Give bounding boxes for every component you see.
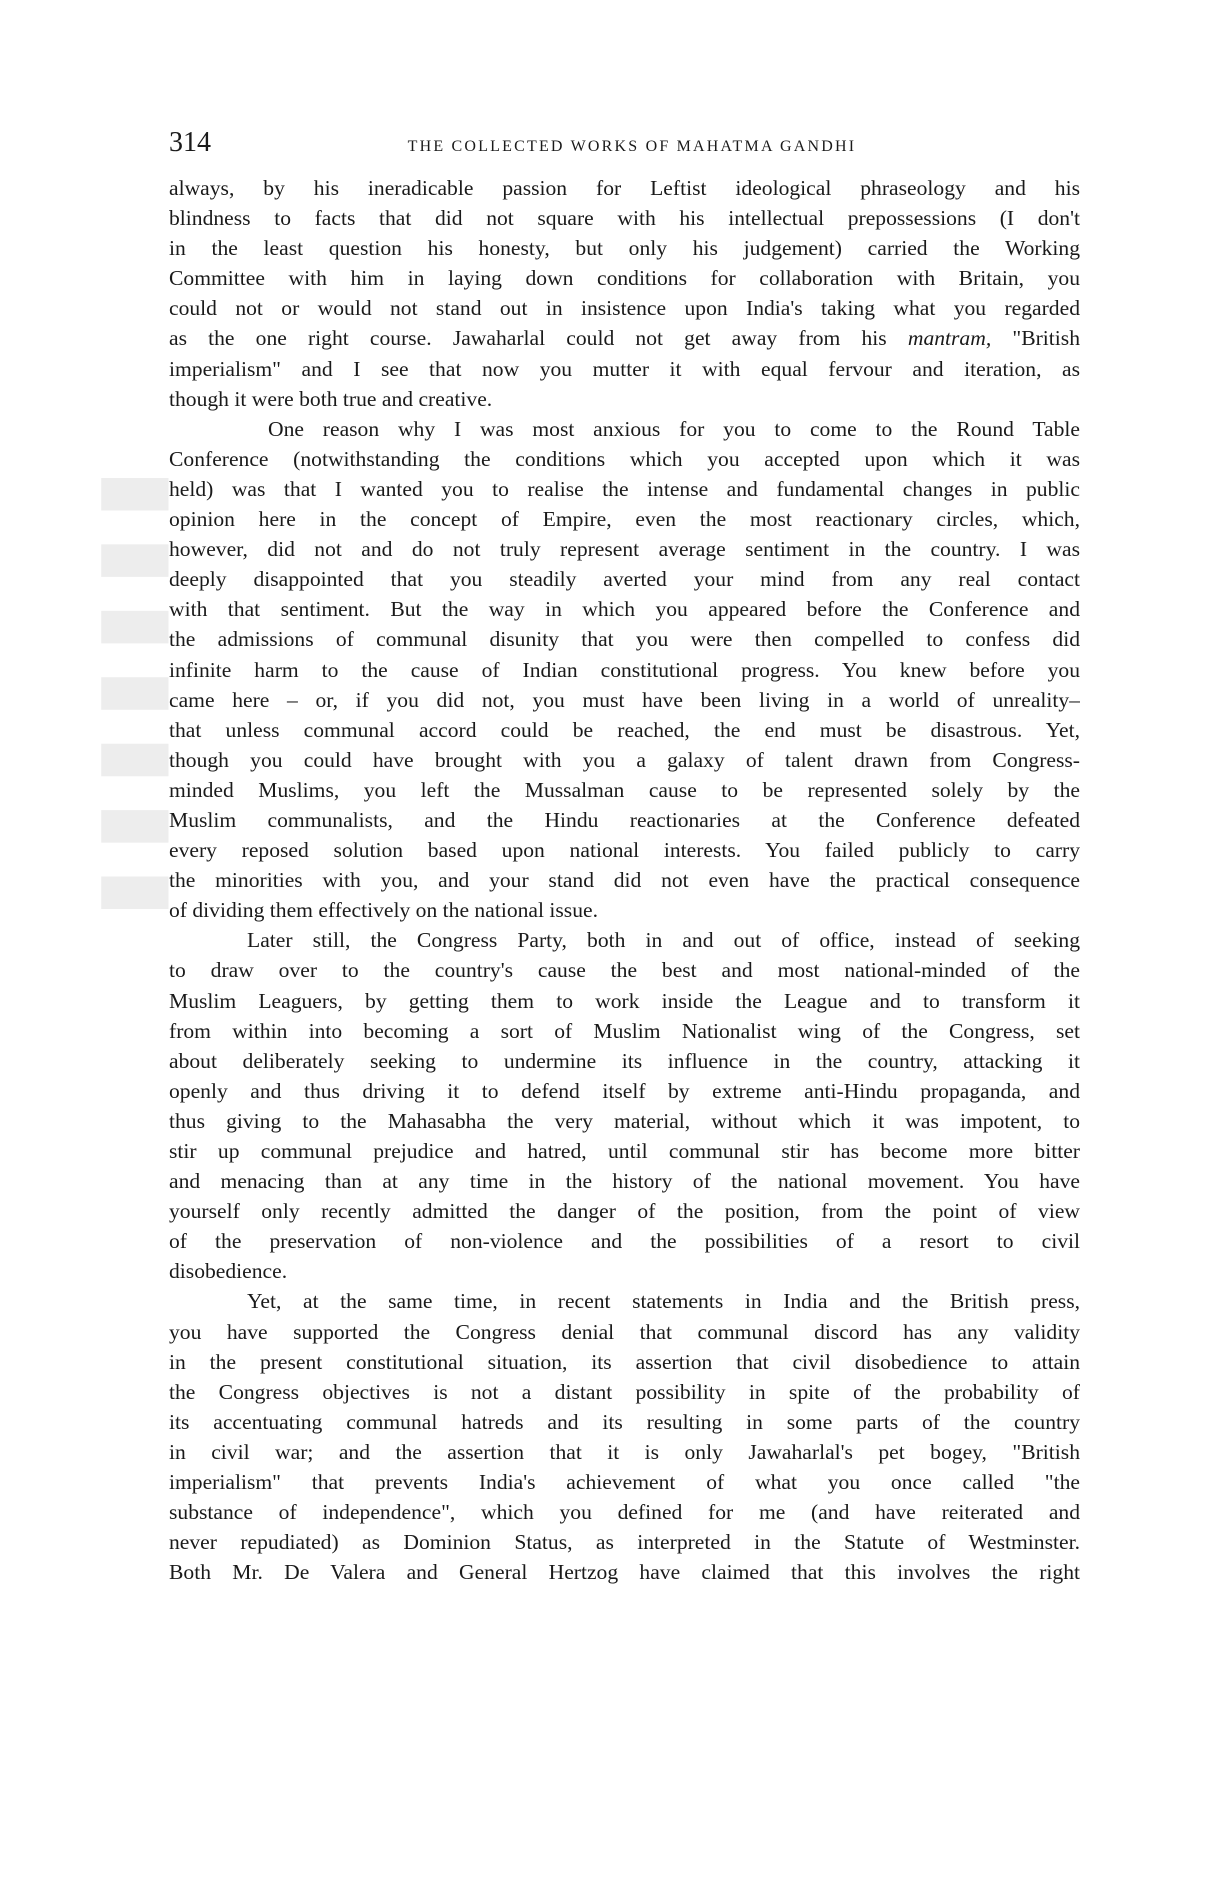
text-line: of the preservation of non-violence and the possibilities of a resort to civil — [169, 1229, 1080, 1254]
text-line: the minorities with you, and your stand did not even have the practical consequence — [169, 868, 1080, 893]
text-line: Muslim Leaguers, by getting them to work inside the League and to transform it — [169, 988, 1080, 1013]
text-line: never repudiated) as Dominion Status, as interpreted in the Statute of Westminster. — [169, 1530, 1080, 1555]
text-line: its accentuating communal hatreds and its resulting in some parts of the country — [169, 1409, 1080, 1434]
text-line: though it were both true and creative. — [169, 386, 493, 411]
text-line: with that sentiment. But the way in which you appeared before the Conference and — [169, 597, 1080, 622]
body-text — [169, 173, 1080, 1587]
text-line: in civil war; and the assertion that it is only Jawaharlal's pet bogey, "British — [169, 1439, 1080, 1464]
text-line: to draw over to the country's cause the best and most national-minded of the — [169, 958, 1080, 983]
text-line: of dividing them effectively on the national issue. — [169, 898, 598, 923]
text-line: blindness to facts that did not square with his intellectual prepossessions (I don't — [169, 206, 1080, 231]
text-line: however, did not and do not truly represent average sentiment in the country. I was — [169, 537, 1080, 562]
text-line: from within into becoming a sort of Muslim Nationalist wing of the Congress, set — [169, 1018, 1080, 1043]
text-line: in the least question his honesty, but only his judgement) carried the Working — [169, 236, 1080, 261]
text-line: every reposed solution based upon national interests. You failed publicly to carry — [169, 838, 1080, 863]
page-number: 314 — [169, 127, 211, 158]
text-line: deeply disappointed that you steadily averted your mind from any real contact — [169, 567, 1080, 592]
running-head: THE COLLECTED WORKS OF MAHATMA GANDHI — [407, 138, 857, 155]
text-line: always, by his ineradicable passion for Leftist ideological phraseology and his — [169, 176, 1080, 200]
text-line: held) was that I wanted you to realise the intense and fundamental changes in public — [169, 476, 1080, 501]
text-line: Later still, the Congress Party, both in and out of office, instead of seeking — [247, 928, 1080, 953]
text-line: One reason why I was most anxious for you to come to the Round Table — [268, 416, 1080, 441]
text-line: opinion here in the concept of Empire, even the most reactionary circles, which, — [169, 507, 1080, 532]
text-line: you have supported the Congress denial that communal discord has any validity — [169, 1319, 1080, 1344]
paragraph — [169, 925, 1080, 1286]
text-line: in the present constitutional situation, its assertion that civil disobedience to attain — [169, 1349, 1080, 1374]
text-line: the admissions of communal disunity that you were then compelled to confess did — [169, 627, 1080, 652]
text-line: came here – or, if you did not, you must have been living in a world of unreality– — [169, 687, 1080, 712]
text-line: though you could have brought with you a galaxy of talent drawn from Congress- — [169, 747, 1080, 772]
paragraph — [169, 173, 1080, 414]
text-line: imperialism" and I see that now you mutter it with equal fervour and iteration, as — [169, 356, 1080, 381]
text-line: substance of independence", which you defined for me (and have reiterated and — [169, 1500, 1080, 1525]
text-line: Muslim communalists, and the Hindu reactionaries at the Conference defeated — [169, 807, 1080, 832]
text-line: Conference (notwithstanding the conditions which you accepted upon which it was — [169, 446, 1080, 471]
text-line: openly and thus driving it to defend itself by extreme anti-Hindu propaganda, and — [169, 1078, 1080, 1103]
text-line: stir up communal prejudice and hatred, until communal stir has become more bitter — [169, 1139, 1080, 1163]
text-line: that unless communal accord could be reached, the end must be disastrous. Yet, — [169, 717, 1080, 742]
text-line: and menacing than at any time in the history of the national movement. You have — [169, 1169, 1080, 1194]
paragraph — [169, 1286, 1080, 1587]
italic-text: mantram, — [907, 326, 992, 351]
text-line: the Congress objectives is not a distant possibility in spite of the probability of — [169, 1379, 1080, 1404]
text-line: infinite harm to the cause of Indian constitutional progress. You knew before you — [169, 657, 1080, 682]
paragraph — [169, 414, 1080, 926]
watermark-mark: ▮▮▮▮▮▮▮ — [92, 470, 189, 935]
text-line: thus giving to the Mahasabha the very material, without which it was impotent, to — [169, 1108, 1080, 1133]
text-line: disobedience. — [169, 1259, 288, 1284]
text-line: yourself only recently admitted the danger of the position, from the point of view — [169, 1199, 1080, 1224]
text-segment: as the one right course. Jawaharlal could not get away from his — [169, 326, 908, 351]
text-line: Yet, at the same time, in recent statements in India and the British press, — [247, 1289, 1080, 1314]
text-line: imperialism" that prevents India's achievement of what you once called "the — [169, 1470, 1080, 1495]
text-line: could not or would not stand out in insistence upon India's taking what you regarded — [169, 296, 1080, 321]
text-line: about deliberately seeking to undermine its influence in the country, attacking it — [169, 1048, 1080, 1073]
text-segment: "British — [991, 326, 1080, 351]
text-line: Committee with him in laying down conditions for collaboration with Britain, you — [169, 266, 1080, 291]
text-line — [169, 323, 1080, 353]
text-line: Both Mr. De Valera and General Hertzog have claimed that this involves the right — [169, 1560, 1080, 1585]
text-line: minded Muslims, you left the Mussalman cause to be represented solely by the — [169, 777, 1080, 802]
